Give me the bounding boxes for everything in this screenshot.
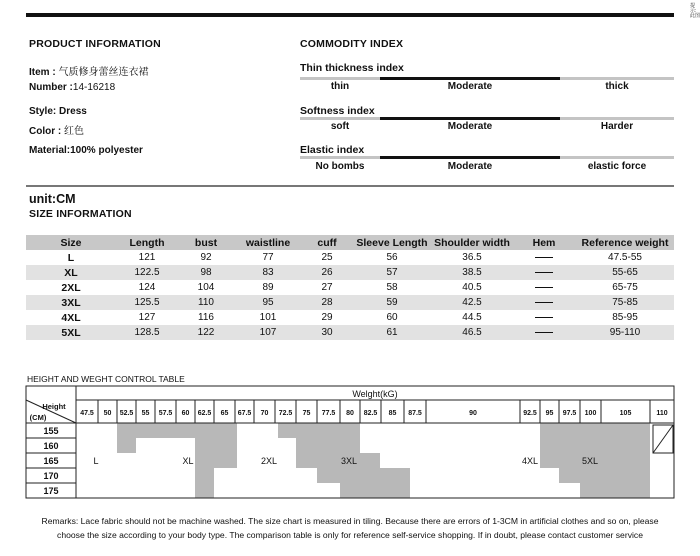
cell-waistline: 95 — [234, 295, 302, 310]
weight-label: 92.5 — [523, 410, 537, 417]
weight-label: 75 — [302, 410, 311, 417]
cell-sleeve-length: 56 — [386, 252, 398, 263]
weight-axis-title: Welght(kG) — [352, 389, 398, 399]
cell-size: XL — [26, 265, 116, 280]
cell-length: 124 — [138, 282, 156, 293]
weight-chart-title: HEIGHT AND WEGHT CONTROL TABLE — [27, 374, 185, 384]
cell-reference-weight: 85-95 — [612, 312, 638, 323]
weight-label: 100 — [584, 410, 597, 417]
item-label: Item : — [29, 67, 56, 78]
cell-sleeve-length: 59 — [352, 295, 432, 310]
height-label: 165 — [43, 456, 59, 466]
elastic-level-low: No bombs — [315, 161, 365, 172]
cell-reference-weight: 65-75 — [612, 282, 638, 293]
weight-label: 105 — [619, 410, 632, 417]
weight-label: 62.5 — [197, 410, 212, 417]
zone-xl — [117, 423, 237, 498]
weight-label: 82.5 — [363, 410, 378, 417]
header-sleeve-length: Sleeve Length — [352, 235, 432, 250]
cell-cuff: 29 — [321, 312, 333, 323]
product-info-heading: PRODUCT INFORMATION — [29, 38, 161, 50]
cell-reference-weight: 75-85 — [576, 295, 674, 310]
number-label: Number : — [29, 82, 73, 93]
cell-size: L — [67, 251, 75, 264]
cell-shoulder-width: 38.5 — [432, 265, 512, 280]
remarks-text: Remarks: Lace fabric should not be machine washed. The size chart is measured in tiling. Because there are errors of 1-3CM in artificial clothes and so on, please choose the size according to your body type. The comparison table is only for reference self-service shopping. If in doubt, please contact customer service — [41, 516, 659, 540]
color-value: 红色 — [64, 126, 84, 137]
cell-length: 128.5 — [116, 325, 178, 340]
thickness-level-mid: Moderate — [447, 81, 493, 92]
thickness-level-high: thick — [605, 81, 629, 92]
cell-sleeve-length: 58 — [386, 282, 398, 293]
elastic-level-high: elastic force — [587, 161, 647, 172]
thickness-level-low: thin — [330, 81, 350, 92]
weight-label: 47.5 — [80, 410, 94, 417]
cell-waistline: 77 — [262, 252, 274, 263]
header-cuff: cuff — [302, 235, 352, 250]
cell-cuff: 25 — [321, 252, 333, 263]
cell-bust: 98 — [178, 265, 234, 280]
cell-shoulder-width: 36.5 — [462, 252, 482, 263]
style-value: Dress — [59, 106, 87, 117]
cell-shoulder-width: 40.5 — [462, 282, 482, 293]
thickness-index-title: Thin thickness index — [300, 62, 404, 74]
elastic-level-mid: Moderate — [447, 161, 493, 172]
cell-size: 5XL — [26, 325, 116, 340]
corner-note: 提示:此图 — [690, 3, 700, 19]
zone-size-label: 4XL — [521, 456, 539, 466]
cell-length: 122.5 — [116, 265, 178, 280]
style-label: Style: — [29, 106, 57, 117]
weight-label: 60 — [181, 410, 190, 417]
weight-label: 67.5 — [237, 410, 252, 417]
cell-cuff: 28 — [302, 295, 352, 310]
elastic-index-title: Elastic index — [300, 144, 365, 156]
zone-size-label: 2XL — [260, 456, 278, 466]
weight-label: 70 — [260, 410, 269, 417]
height-label: 170 — [43, 471, 59, 481]
corner-height-label: Height — [42, 402, 66, 411]
item-value: 气质修身蕾丝连衣裙 — [58, 67, 149, 78]
height-label: 175 — [43, 486, 59, 496]
cell-waistline: 89 — [262, 282, 274, 293]
softness-level-mid: Moderate — [447, 121, 493, 132]
cell-waistline: 107 — [234, 325, 302, 340]
cell-bust: 122 — [178, 325, 234, 340]
weight-label: 52.5 — [119, 410, 134, 417]
cell-sleeve-length: 57 — [352, 265, 432, 280]
cell-waistline: 101 — [259, 312, 277, 323]
weight-label: 65 — [220, 410, 229, 417]
cell-bust: 92 — [200, 252, 212, 263]
weight-label: 95 — [545, 410, 554, 417]
size-info-heading: SIZE INFORMATION — [29, 208, 132, 220]
cell-size: 3XL — [26, 295, 116, 310]
cell-size: 4XL — [61, 311, 81, 324]
cell-bust: 116 — [198, 312, 214, 323]
unit-label: unit:CM — [29, 192, 76, 206]
zone-size-label: 3XL — [340, 456, 358, 466]
cell-shoulder-width: 42.5 — [432, 295, 512, 310]
height-label: 155 — [43, 426, 59, 436]
cell-waistline: 83 — [234, 265, 302, 280]
cell-reference-weight: 55-65 — [576, 265, 674, 280]
cell-shoulder-width: 44.5 — [462, 312, 482, 323]
header-waistline: waistline — [234, 235, 302, 250]
weight-label: 85 — [388, 410, 397, 417]
cell-cuff: 26 — [302, 265, 352, 280]
weight-label: 77.5 — [321, 410, 336, 417]
softness-index-title: Softness index — [300, 105, 375, 117]
weight-label: 80 — [346, 410, 354, 417]
header-length: Length — [116, 235, 178, 250]
cell-reference-weight: 95-110 — [576, 325, 674, 340]
header-bust: bust — [178, 235, 234, 250]
cell-shoulder-width: 46.5 — [432, 325, 512, 340]
material-text: Material:100% polyester — [29, 145, 143, 156]
cell-sleeve-length: 61 — [352, 325, 432, 340]
weight-label: 50 — [103, 410, 112, 417]
cell-cuff: 30 — [302, 325, 352, 340]
color-label: Color : — [29, 126, 62, 137]
weight-label: 97.5 — [562, 410, 577, 417]
header-shoulder-width: Shoulder width — [432, 235, 512, 250]
softness-level-low: soft — [330, 121, 350, 132]
weight-label: 110 — [656, 410, 668, 417]
cell-bust: 104 — [197, 282, 215, 293]
cell-length: 127 — [138, 312, 156, 323]
weight-label: 55 — [141, 410, 150, 417]
cell-length: 125.5 — [116, 295, 178, 310]
cell-sleeve-length: 60 — [386, 312, 398, 323]
zone-size-label: 5XL — [581, 456, 599, 466]
weight-label: 87.5 — [408, 410, 422, 417]
commodity-index-heading: COMMODITY INDEX — [300, 38, 404, 50]
header-reference-weight: Reference weight — [576, 235, 674, 250]
cell-bust: 110 — [178, 295, 234, 310]
zone-size-label: XL — [182, 456, 194, 466]
weight-label: 72.5 — [278, 410, 293, 417]
cell-length: 121 — [138, 252, 156, 263]
weight-label: 57.5 — [158, 410, 173, 417]
number-value: 14-16218 — [72, 82, 116, 93]
corner-cm-label: (CM) — [29, 413, 47, 422]
softness-level-high: Harder — [600, 121, 634, 132]
header-hem: Hem — [512, 235, 576, 250]
header-size: Size — [26, 235, 116, 250]
zone-size-label: L — [93, 456, 99, 466]
weight-label: 90 — [469, 410, 477, 417]
cell-cuff: 27 — [321, 282, 333, 293]
cell-reference-weight: 47.5-55 — [608, 252, 642, 263]
cell-size: 2XL — [61, 281, 81, 294]
height-label: 160 — [43, 441, 59, 451]
